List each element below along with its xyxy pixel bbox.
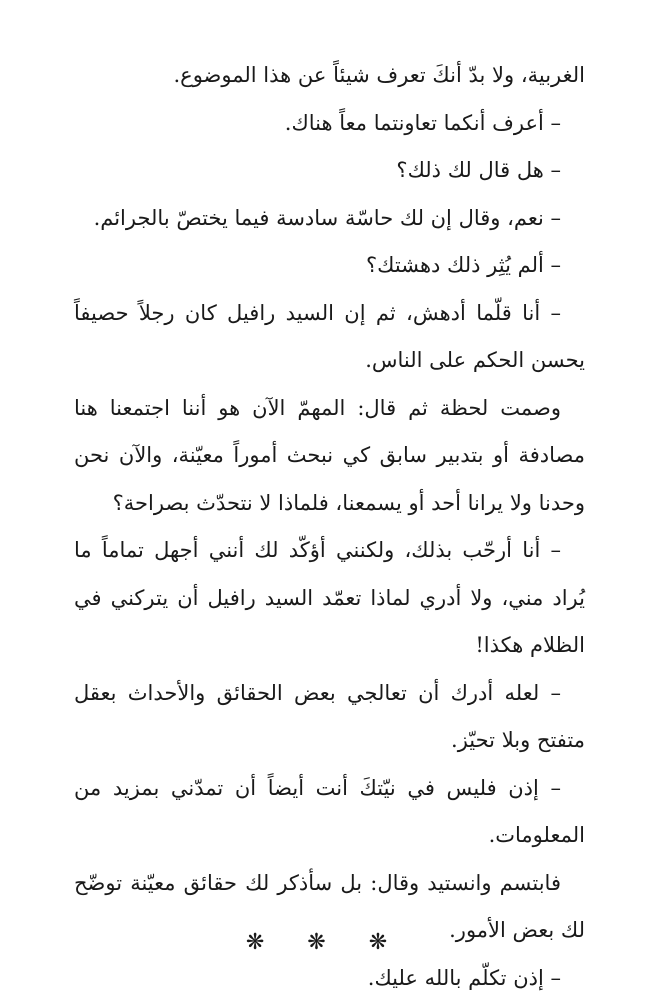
paragraph-7: وصمت لحظة ثم قال: المهمّ الآن هو أننا اجتمعنا هنا مصادفة أو بتدبير سابق كي نبحث أموراً معيّنة، والآن نحن وحدنا ولا يرانا أحد أو يسمعنا، فلماذا لا نتحدّث بصراحة؟: [74, 385, 585, 528]
paragraph-12: – إذن تكلّم بالله عليك.: [74, 955, 585, 1002]
paragraph-6: – أنا قلّما أدهش، ثم إن السيد رافيل كان رجلاً حصيفاً يحسن الحكم على الناس.: [74, 290, 585, 385]
paragraph-5: – ألم يُثِر ذلك دهشتك؟: [74, 242, 585, 290]
page-body: [74, 52, 585, 1002]
paragraph-11: فابتسم وانستيد وقال: بل سأذكر لك حقائق معيّنة توضّح لك بعض الأمور.: [74, 860, 585, 955]
paragraph-9: – لعله أدرك أن تعالجي بعض الحقائق والأحداث بعقل متفتح وبلا تحيّز.: [74, 670, 585, 765]
paragraph-1: الغربية، ولا بدّ أنكَ تعرف شيئاً عن هذا الموضوع.: [74, 52, 585, 100]
paragraph-3: – هل قال لك ذلك؟: [74, 147, 585, 195]
section-separator: ❋ ❋ ❋: [0, 930, 651, 955]
paragraph-4: – نعم، وقال إن لك حاسّة سادسة فيما يختصّ بالجرائم.: [74, 195, 585, 243]
paragraph-8: – أنا أرحّب بذلك، ولكنني أؤكّد لك أنني أجهل تماماً ما يُراد مني، ولا أدري لماذا تعمّد السيد رافيل أن يتركني في الظلام هكذا!: [74, 527, 585, 670]
paragraph-2: – أعرف أنكما تعاونتما معاً هناك.: [74, 100, 585, 148]
paragraph-10: – إذن فليس في نيّتكَ أنت أيضاً أن تمدّني بمزيد من المعلومات.: [74, 765, 585, 860]
